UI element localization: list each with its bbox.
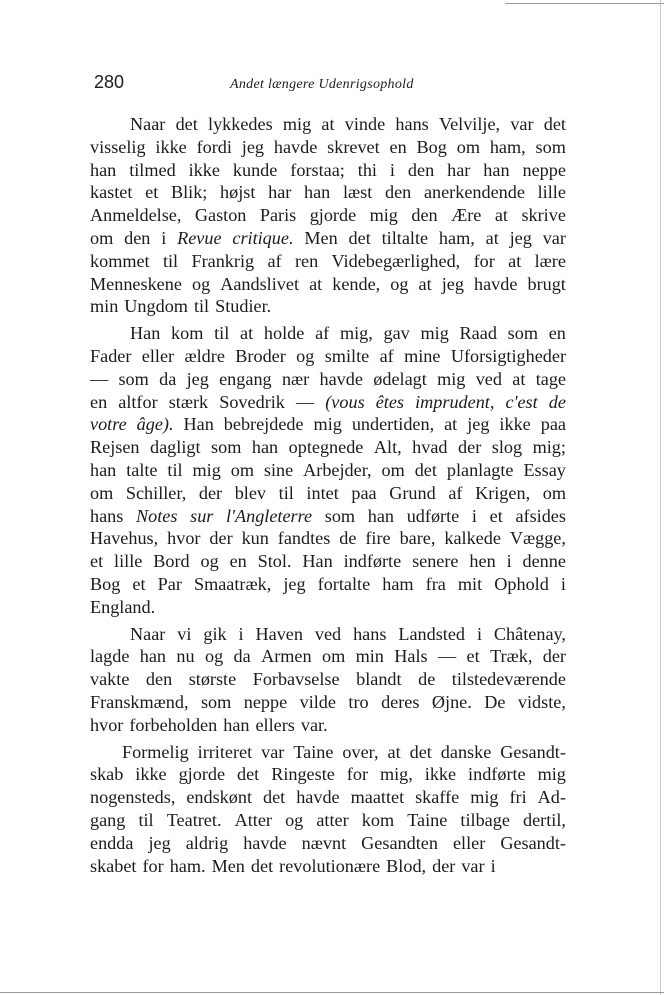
text-line: Franskmænd, som neppe vilde tro deres Øjne. De vidste,: [90, 691, 566, 712]
body-text: [90, 113, 566, 877]
text-line: om den i Revue critique. Men det tiltalte ham, at jeg var: [90, 227, 566, 248]
running-title: Andet længere Udenrigsophold: [230, 77, 414, 92]
text-line: endda jeg aldrig havde nævnt Gesandten eller Gesandt-: [90, 832, 566, 853]
scan-edge-top: [505, 3, 664, 4]
text-line: Bog et Par Smaatræk, jeg fortalte ham fra mit Ophold i: [90, 573, 566, 594]
text-line: hans Notes sur l'Angleterre som han udførte i et afsides: [90, 505, 566, 526]
scan-edge-right: [660, 0, 661, 995]
text-line: Menneskene og Aandslivet at kende, og at jeg havde brugt: [90, 273, 566, 294]
text-line: vakte den største Forbavselse blandt de tilstedeværende: [90, 669, 566, 690]
paragraph: [90, 623, 566, 737]
scan-edge-bottom: [0, 992, 664, 993]
text-line: lagde han nu og da Armen om min Hals — et Træk, der: [90, 646, 566, 667]
text-line: min Ungdom til Studier.: [90, 296, 272, 317]
text-line: Naar vi gik i Haven ved hans Landsted i Châtenay,: [130, 623, 566, 644]
text-line: Formelig irriteret var Taine over, at det danske Gesandt-: [122, 741, 566, 762]
text-line: Naar det lykkedes mig at vinde hans Velvilje, var det: [130, 114, 566, 134]
paragraph: [90, 322, 566, 618]
page-number: 280: [94, 72, 125, 92]
text-line: kommet til Frankrig af ren Videbegærlighed, for at lære: [90, 250, 566, 271]
text-line: skab ikke gjorde det Ringeste for mig, ikke indførte mig: [90, 764, 566, 785]
text-line: han talte til mig om sine Arbejder, om det planlagte Essay: [90, 459, 566, 480]
text-line: Han kom til at holde af mig, gav mig Raad som en: [130, 323, 566, 344]
text-line: kastet et Blik; højst har han læst den anerkendende lille: [90, 182, 566, 203]
text-line: — som da jeg engang nær havde ødelagt mig ved at tage: [90, 368, 566, 389]
text-line: en altfor stærk Sovedrik — (vous êtes imprudent, c'est de: [90, 391, 566, 412]
text-line: Rejsen dagligt som han optegnede Alt, hvad der slog mig;: [90, 437, 566, 458]
paragraph: [90, 741, 566, 878]
text-line: om Schiller, der blev til intet paa Grund af Krigen, om: [90, 482, 566, 503]
text-line: Fader eller ældre Broder og smilte af mine Uforsigtigheder: [90, 345, 566, 366]
text-line: votre âge). Han bebrejdede mig undertiden, at jeg ikke paa: [90, 414, 566, 435]
page-header: [90, 72, 566, 96]
text-line: visselig ikke fordi jeg havde skrevet en Bog om ham, som: [90, 136, 566, 157]
text-line: hvor forbeholden han ellers var.: [90, 714, 328, 735]
paragraph: [90, 113, 566, 318]
text-line: et lille Bord og en Stol. Han indførte senere hen i denne: [90, 551, 566, 572]
text-line: gang til Teatret. Atter og atter kom Taine tilbage dertil,: [90, 809, 566, 830]
text-line: Havehus, hvor der kun fandtes de fire bare, kalkede Vægge,: [90, 528, 566, 549]
text-line: Anmeldelse, Gaston Paris gjorde mig den Ære at skrive: [90, 205, 566, 226]
text-line: han tilmed ikke kunde forstaa; thi i den har han neppe: [90, 159, 566, 180]
text-line: England.: [90, 596, 156, 617]
text-line: nogensteds, endskønt det havde maattet skaffe mig fri Ad-: [90, 787, 566, 808]
text-line: skabet for ham. Men det revolutionære Blod, der var i: [90, 855, 496, 876]
